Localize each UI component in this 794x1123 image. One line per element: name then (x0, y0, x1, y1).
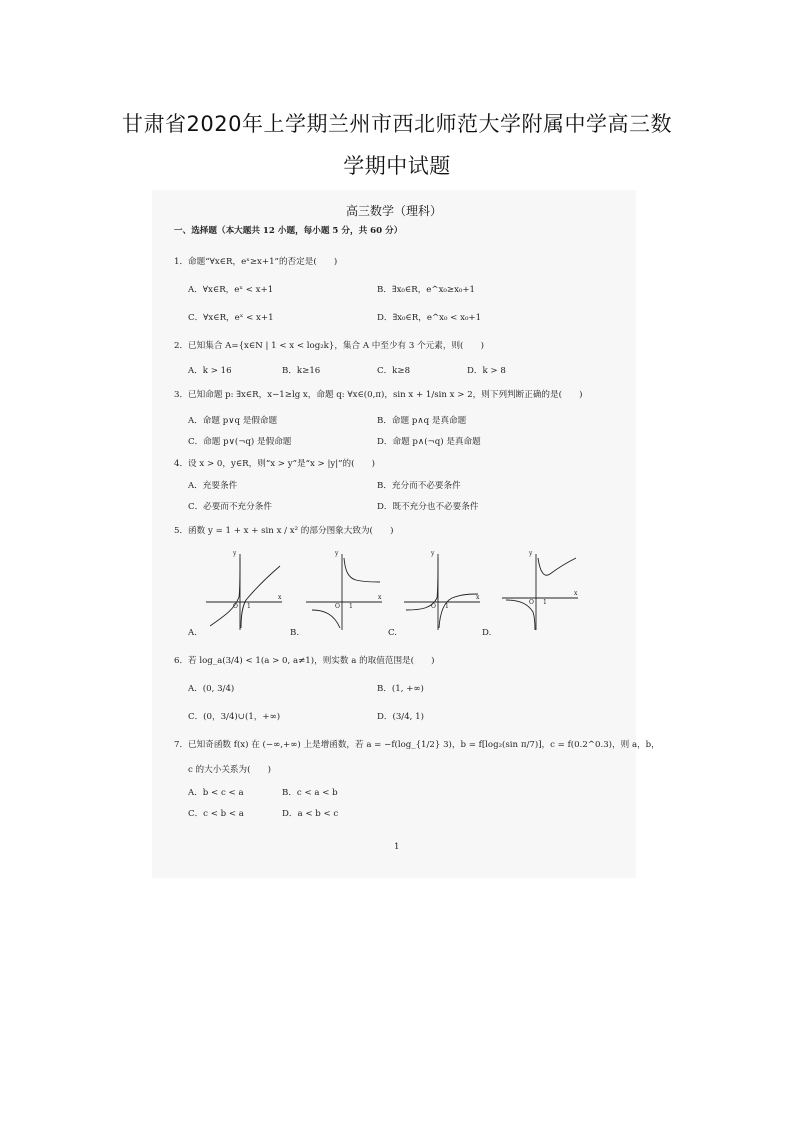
q3-option-d: D．命题 p∧(¬q) 是真命题 (377, 437, 481, 447)
graph-1-x-label: x (378, 594, 382, 601)
question-5-stem: 5．函数 y = 1 + x + sin x / x² 的部分图象大致为( ) (174, 526, 394, 536)
question-6-stem: 6．若 log_a(3/4) < 1(a > 0, a≠1)，则实数 a 的取值范围是( ) (174, 656, 435, 666)
graph-2-x-label: x (476, 594, 480, 601)
q6-option-b: B．(1, +∞) (377, 684, 424, 694)
q7-option-d: D．a < b < c (282, 809, 339, 819)
q7-option-b: B．c < a < b (282, 788, 338, 798)
q5-option-c: C. (388, 628, 398, 638)
q4-option-c: C．必要而不充分条件 (188, 502, 272, 512)
question-7-stem: 7．已知奇函数 f(x) 在 (−∞,+∞) 上是增函数，若 a = −f(log_{1/2} 3)，b = f[log₂(sin π/7)]，c = f(0.2^0.3)，则 a，b， (174, 740, 660, 750)
graph-option-a (204, 552, 284, 632)
graph-1-origin-label: O (335, 603, 340, 610)
graph-0-y-label: y (233, 550, 237, 557)
q4-option-a: A．充要条件 (188, 481, 238, 491)
exam-subtitle: 高三数学（理科） (345, 204, 442, 218)
q6-option-c: C．(0，3/4)∪(1，+∞) (188, 712, 281, 722)
graph-2-one-label: 1 (445, 603, 449, 610)
q3-option-c: C．命题 p∨(¬q) 是假命题 (188, 437, 292, 447)
graph-1-one-label: 1 (349, 603, 353, 610)
document-title-line2: 学期中试题 (343, 154, 451, 178)
graph-2-y-label: y (431, 550, 435, 557)
question-2-stem: 2．已知集合 A={x∈N | 1 < x < log₂k}，集合 A 中至少有 3 个元素，则( ) (174, 341, 484, 351)
q5-option-d: D. (482, 628, 492, 638)
q7-option-a: A．b < c < a (188, 788, 244, 798)
q6-option-a: A．(0, 3/4) (188, 684, 235, 694)
graph-1-y-label: y (335, 550, 339, 557)
graph-0-one-label: 1 (247, 603, 251, 610)
graph-3-x-label: x (574, 590, 578, 597)
q2-option-b: B．k≥16 (282, 366, 321, 376)
graph-option-c (402, 552, 482, 632)
graph-2-origin-label: O (431, 603, 436, 610)
q6-option-d: D．(3/4, 1) (377, 712, 424, 722)
q5-option-a: A. (188, 628, 197, 638)
question-7-stem-continued: c 的大小关系为( ) (188, 765, 272, 775)
q3-option-a: A．命题 p∨q 是假命题 (188, 416, 278, 426)
q4-option-d: D．既不充分也不必要条件 (377, 502, 479, 512)
graph-option-b (304, 552, 384, 632)
document-title-line1: 甘肃省2020年上学期兰州市西北师范大学附属中学高三数 (122, 112, 672, 136)
q4-option-b: B．充分而不必要条件 (377, 481, 461, 491)
scanned-exam-page (152, 190, 660, 878)
q5-option-b: B. (290, 628, 300, 638)
graph-3-one-label: 1 (543, 599, 547, 606)
q1-option-d: D．∃x₀∈R，e^x₀ < x₀+1 (377, 313, 482, 323)
graph-option-d (500, 552, 580, 632)
question-1-stem: 1．命题“∀x∈R，eˣ≥x+1”的否定是( ) (174, 257, 338, 267)
graph-0-x-label: x (278, 594, 282, 601)
q1-option-b: B．∃x₀∈R，e^x₀≥x₀+1 (377, 285, 476, 295)
section-heading: 一、选择题（本大题共 12 小题，每小题 5 分，共 60 分） (174, 226, 403, 236)
q1-option-c: C．∀x∈R，eˣ < x+1 (188, 313, 274, 323)
q3-option-b: B．命题 p∧q 是真命题 (377, 416, 467, 426)
graph-3-y-label: y (529, 550, 533, 557)
q2-option-d: D．k > 8 (467, 366, 506, 376)
question-3-stem: 3．已知命题 p: ∃x∈R，x−1≥lg x，命题 q: ∀x∈(0,π)，sin x + 1/sin x > 2，则下列判断正确的是( ) (174, 390, 583, 400)
graph-3-origin-label: O (529, 599, 534, 606)
q1-option-a: A．∀x∈R，eˣ < x+1 (188, 285, 274, 295)
graph-0-origin-label: O (233, 603, 238, 610)
q2-option-c: C．k≥8 (377, 366, 411, 376)
question-4-stem: 4．设 x > 0，y∈R，则“x > y”是“x > |y|”的( ) (174, 459, 376, 469)
page-number: 1 (394, 842, 400, 852)
q7-option-c: C．c < b < a (188, 809, 244, 819)
q2-option-a: A．k > 16 (188, 366, 232, 376)
